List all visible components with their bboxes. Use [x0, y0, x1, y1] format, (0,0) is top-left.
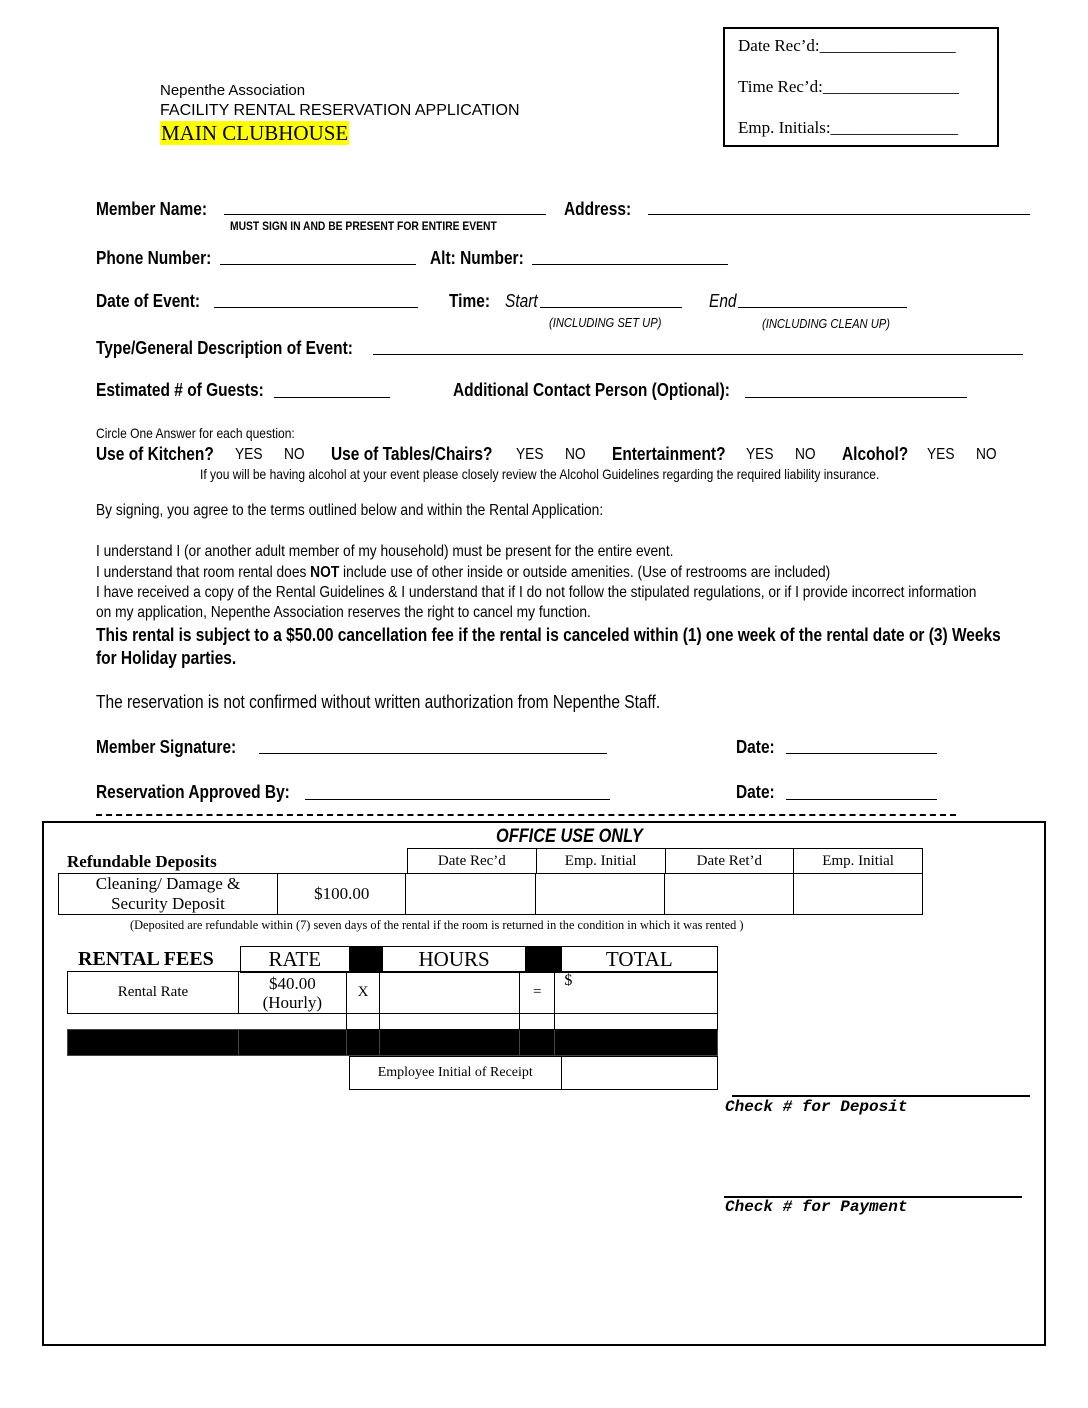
deposit-emp-initial-cell-2[interactable]: [793, 874, 922, 915]
received-box: [723, 27, 999, 147]
black-cell: [349, 947, 383, 973]
start-time-input[interactable]: [540, 307, 682, 308]
entertainment-yes[interactable]: YES: [746, 446, 774, 463]
circle-instruction: Circle One Answer for each question:: [96, 425, 295, 441]
tables-question: Use of Tables/Chairs?: [331, 444, 493, 464]
date-retd-header: Date Ret’d: [665, 849, 794, 874]
approved-by-label: Reservation Approved By:: [96, 782, 290, 802]
deposit-amount: $100.00: [277, 874, 406, 915]
approval-date-input[interactable]: [786, 799, 937, 800]
deposit-type-line-2: Security Deposit: [111, 894, 225, 913]
alcohol-yes[interactable]: YES: [927, 446, 955, 463]
deposit-type-line-1: Cleaning/ Damage &: [95, 874, 241, 893]
spacer-cell: [238, 1014, 346, 1030]
black-row-cell: [380, 1030, 520, 1056]
check-payment-label: Check # for Payment: [725, 1198, 908, 1216]
rental-header-table: [240, 946, 718, 973]
rate-header: RATE: [241, 947, 350, 973]
kitchen-yes[interactable]: YES: [235, 446, 263, 463]
signature-date-input[interactable]: [786, 753, 937, 754]
rate-value-cell: [238, 972, 346, 1014]
kitchen-question: Use of Kitchen?: [96, 444, 214, 464]
rate-value-line-1: $40.00: [268, 973, 316, 993]
spacer-cell: [346, 1014, 379, 1030]
facility-name: MAIN CLUBHOUSE: [161, 121, 349, 145]
event-description-label: Type/General Description of Event:: [96, 338, 353, 358]
org-name: Nepenthe Association: [160, 82, 306, 99]
cancellation-line-2: for Holiday parties.: [96, 648, 237, 668]
terms-line-2-bold: NOT: [310, 564, 340, 581]
event-description-input[interactable]: [373, 354, 1023, 355]
alcohol-question: Alcohol?: [842, 444, 909, 464]
approval-date-label: Date:: [736, 782, 775, 802]
deposit-table: [58, 873, 923, 915]
date-recd-header: Date Rec’d: [408, 849, 537, 874]
rental-table: [67, 971, 718, 1056]
tables-yes[interactable]: YES: [516, 446, 544, 463]
check-deposit-label: Check # for Deposit: [725, 1098, 908, 1116]
alcohol-no[interactable]: NO: [976, 446, 997, 463]
black-row-cell: [68, 1030, 239, 1056]
address-input[interactable]: [648, 214, 1030, 215]
employee-initial-input[interactable]: [561, 1057, 718, 1090]
times-symbol: X: [346, 972, 379, 1014]
terms-line-3: I have received a copy of the Rental Guidelines & I understand that if I do not follow the stipulated regulations, or if I provide incorrect information: [96, 584, 977, 601]
emp-initial-header-2: Emp. Initial: [794, 849, 923, 874]
end-note: (INCLUDING CLEAN UP): [762, 316, 890, 331]
deposit-date-retd-cell[interactable]: [664, 874, 793, 915]
deposit-note: (Deposited are refundable within (7) seven days of the rental if the room is returned in the condition in which it was rented ): [130, 917, 744, 932]
time-received-field[interactable]: Time Rec’d:________________: [738, 77, 959, 96]
date-of-event-label: Date of Event:: [96, 291, 201, 311]
spacer-cell: [555, 1014, 718, 1030]
address-label: Address:: [564, 199, 632, 219]
terms-line-4: on my application, Nepenthe Association reserves the right to cancel my function.: [96, 604, 591, 621]
start-label: Start: [505, 291, 538, 311]
end-time-input[interactable]: [738, 307, 907, 308]
guests-input[interactable]: [274, 397, 390, 398]
rental-rate-label: Rental Rate: [68, 972, 239, 1014]
start-note: (INCLUDING SET UP): [549, 315, 662, 330]
terms-intro: By signing, you agree to the terms outlined below and within the Rental Application:: [96, 502, 604, 519]
rental-fees-label: RENTAL FEES: [78, 948, 214, 970]
confirmation-note: The reservation is not confirmed without written authorization from Nepenthe Staff.: [96, 692, 661, 712]
employee-initial-table: [349, 1056, 718, 1090]
emp-initials-field[interactable]: Emp. Initials:_______________: [738, 118, 959, 137]
contact-input[interactable]: [745, 397, 967, 398]
signature-date-label: Date:: [736, 737, 775, 757]
deposit-type-cell: [59, 874, 278, 915]
deposit-emp-initial-cell[interactable]: [535, 874, 664, 915]
deposit-header-table: [407, 848, 923, 874]
form-title: FACILITY RENTAL RESERVATION APPLICATION: [160, 102, 520, 119]
refundable-deposits-label: Refundable Deposits: [67, 852, 217, 871]
end-label: End: [709, 291, 737, 311]
equals-symbol: =: [519, 972, 554, 1014]
member-signature-label: Member Signature:: [96, 737, 237, 757]
kitchen-no[interactable]: NO: [284, 446, 305, 463]
emp-initial-header: Emp. Initial: [536, 849, 665, 874]
alt-number-input[interactable]: [532, 264, 728, 265]
guests-label: Estimated # of Guests:: [96, 380, 264, 400]
spacer-cell: [380, 1014, 520, 1030]
hours-header: HOURS: [383, 947, 526, 973]
entertainment-no[interactable]: NO: [795, 446, 816, 463]
date-received-field[interactable]: Date Rec’d:________________: [738, 36, 956, 55]
phone-input[interactable]: [220, 264, 416, 265]
cancellation-line-1: This rental is subject to a $50.00 cancellation fee if the rental is canceled within (1) one week of the rental date or (3) Weeks: [96, 625, 1001, 645]
member-note: MUST SIGN IN AND BE PRESENT FOR ENTIRE EVENT: [230, 219, 497, 233]
member-name-label: Member Name:: [96, 199, 207, 219]
office-use-title: OFFICE USE ONLY: [496, 826, 643, 847]
approved-by-input[interactable]: [305, 799, 610, 800]
phone-label: Phone Number:: [96, 248, 212, 268]
terms-line-1: I understand I (or another adult member of my household) must be present for the entire event.: [96, 543, 674, 560]
hours-input-cell[interactable]: [380, 972, 520, 1014]
rate-value-line-2: (Hourly): [262, 992, 323, 1012]
alcohol-note: If you will be having alcohol at your event please closely review the Alcohol Guidelines regarding the required liability insurance.: [200, 466, 880, 482]
black-row-cell: [519, 1030, 554, 1056]
terms-line-2-b: include use of other inside or outside amenities. (Use of restrooms are included): [339, 564, 831, 581]
date-of-event-input[interactable]: [214, 307, 418, 308]
time-label: Time:: [449, 291, 491, 311]
member-name-input[interactable]: [224, 214, 546, 215]
dollar-sign: $: [564, 972, 573, 989]
terms-line-2-a: I understand that room rental does: [96, 564, 311, 581]
contact-label: Additional Contact Person (Optional):: [453, 380, 730, 400]
dashed-separator: [96, 814, 956, 816]
black-row-cell: [346, 1030, 379, 1056]
member-signature-input[interactable]: [259, 753, 607, 754]
total-input-cell[interactable]: [555, 972, 718, 1014]
entertainment-question: Entertainment?: [612, 444, 726, 464]
deposit-date-recd-cell[interactable]: [406, 874, 535, 915]
spacer-cell: [519, 1014, 554, 1030]
check-deposit-input[interactable]: [732, 1095, 1030, 1097]
black-row-cell: [555, 1030, 718, 1056]
tables-no[interactable]: NO: [565, 446, 586, 463]
terms-line-2: [96, 564, 830, 582]
alt-number-label: Alt: Number:: [430, 248, 524, 268]
black-cell: [525, 947, 561, 973]
black-row-cell: [238, 1030, 346, 1056]
total-header: TOTAL: [561, 947, 717, 973]
employee-initial-label: Employee Initial of Receipt: [350, 1057, 562, 1090]
spacer-cell: [68, 1014, 239, 1030]
